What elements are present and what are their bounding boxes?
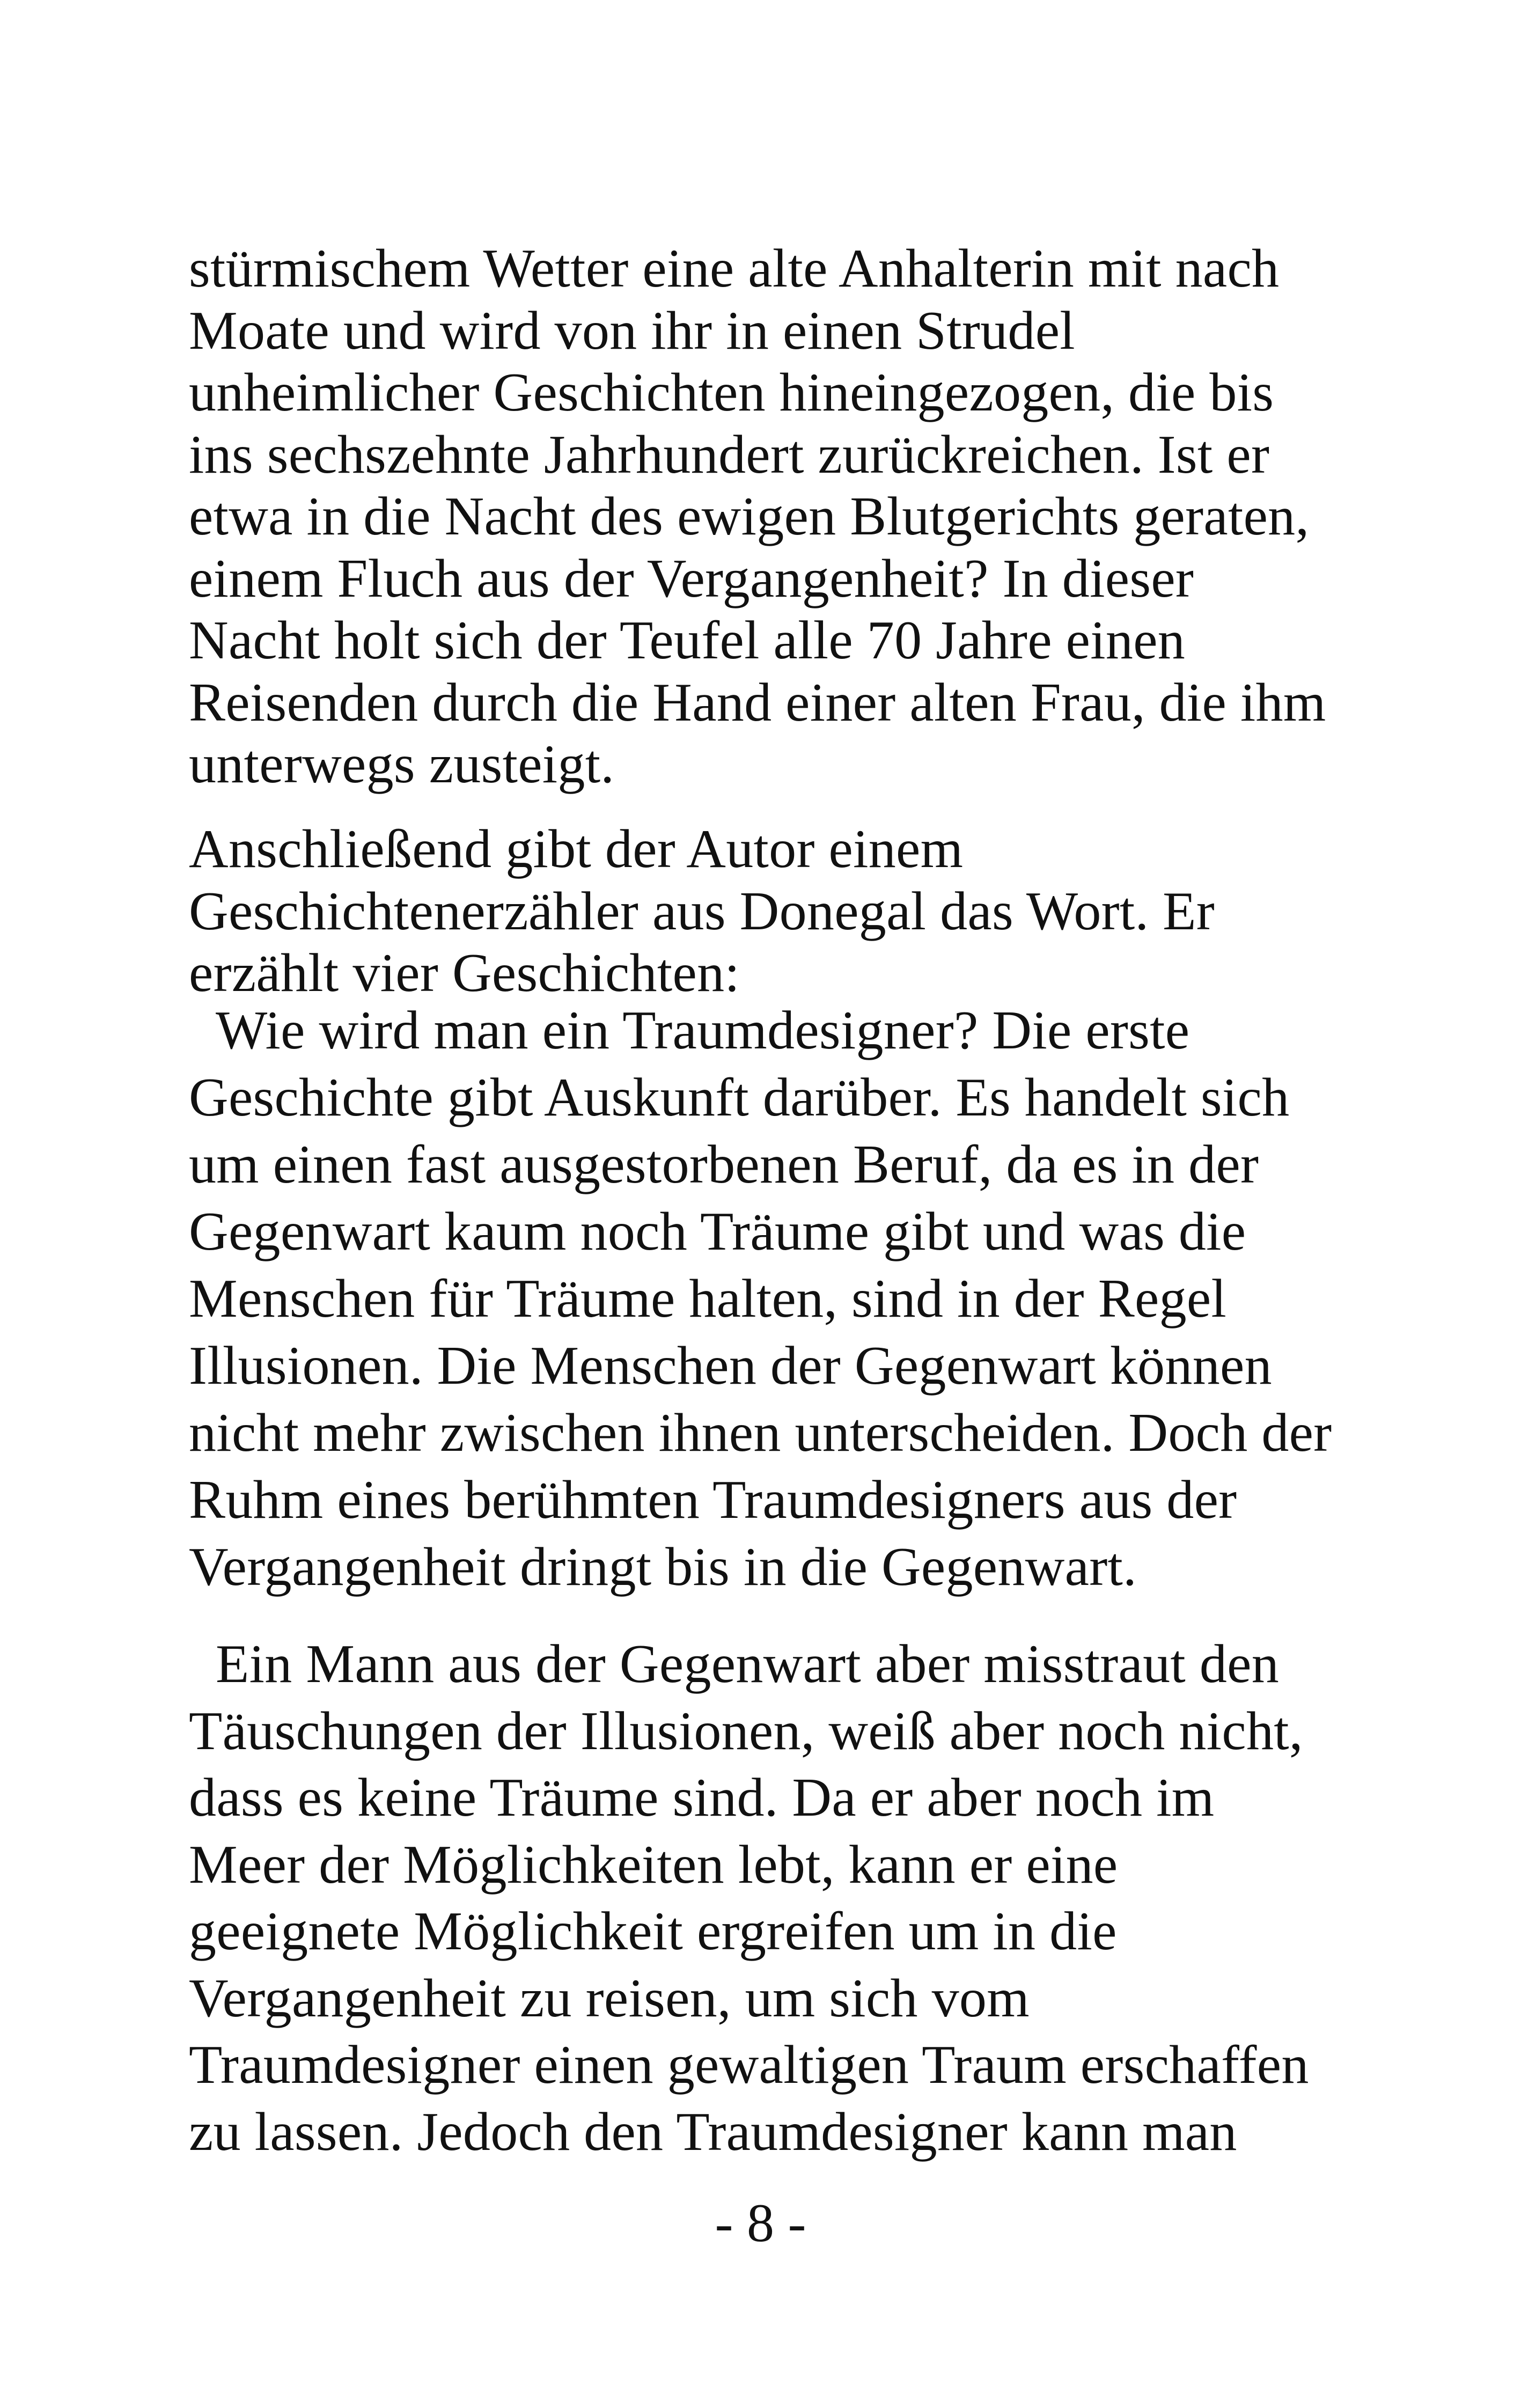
text-line: Meer der Möglichkeiten lebt, kann er eine	[189, 1834, 1118, 1895]
text-line: Vergangenheit zu reisen, um sich vom	[189, 1967, 1030, 2029]
text-line: Illusionen. Die Menschen der Gegenwart können	[189, 1335, 1272, 1396]
text-line: Menschen für Träume halten, sind in der Regel	[189, 1268, 1227, 1329]
text-line: Vergangenheit dringt bis in die Gegenwart.	[189, 1537, 1137, 1597]
text-line: dass es keine Träume sind. Da er aber noch im	[189, 1767, 1215, 1828]
paragraph-3	[189, 997, 1369, 1601]
text-line: Traumdesigner einen gewaltigen Traum erschaffen	[189, 2035, 1309, 2095]
paragraph-2	[189, 818, 1369, 1004]
paragraph-4	[189, 1631, 1369, 2165]
text-line: geeignete Möglichkeit ergreifen um in die	[189, 1901, 1117, 1962]
text-line: stürmischem Wetter eine alte Anhalterin mit nach	[189, 238, 1280, 299]
text-line: Anschließend gibt der Autor einem	[189, 819, 964, 879]
page-number: - 8 -	[715, 2193, 806, 2253]
text-line: Gegenwart kaum noch Träume gibt und was die	[189, 1201, 1246, 1262]
text-line: Nacht holt sich der Teufel alle 70 Jahre einen	[189, 610, 1186, 671]
text-line: Moate und wird von ihr in einen Strudel	[189, 300, 1075, 361]
text-line: erzählt vier Geschichten:	[189, 943, 740, 1003]
text-line: Geschichte gibt Auskunft darüber. Es handelt sich	[189, 1067, 1290, 1128]
text-line: nicht mehr zwischen ihnen unterscheiden. Doch der	[189, 1403, 1332, 1463]
text-line: einem Fluch aus der Vergangenheit? In dieser	[189, 548, 1194, 609]
text-line: Reisenden durch die Hand einer alten Frau, die ihm	[189, 672, 1326, 733]
text-line: um einen fast ausgestorbenen Beruf, da es in der	[189, 1134, 1259, 1195]
text-line: Geschichtenerzähler aus Donegal das Wort. Er	[189, 880, 1215, 942]
text-line: unterwegs zusteigt.	[189, 734, 615, 795]
text-line: Ein Mann aus der Gegenwart aber misstraut den	[216, 1634, 1280, 1694]
text-line: zu lassen. Jedoch den Traumdesigner kann man	[189, 2101, 1237, 2162]
text-line: unheimlicher Geschichten hineingezogen, die bis	[189, 362, 1274, 423]
paragraph-1	[189, 238, 1369, 796]
text-line: ins sechszehnte Jahrhundert zurückreichen. Ist er	[189, 424, 1270, 485]
text-line: Täuschungen der Illusionen, weiß aber noch nicht,	[189, 1700, 1303, 1761]
text-line: etwa in die Nacht des ewigen Blutgerichts geraten,	[189, 486, 1310, 547]
text-line: Ruhm eines berühmten Traumdesigners aus der	[189, 1470, 1237, 1530]
text-line: Wie wird man ein Traumdesigner? Die erste	[216, 1000, 1190, 1061]
